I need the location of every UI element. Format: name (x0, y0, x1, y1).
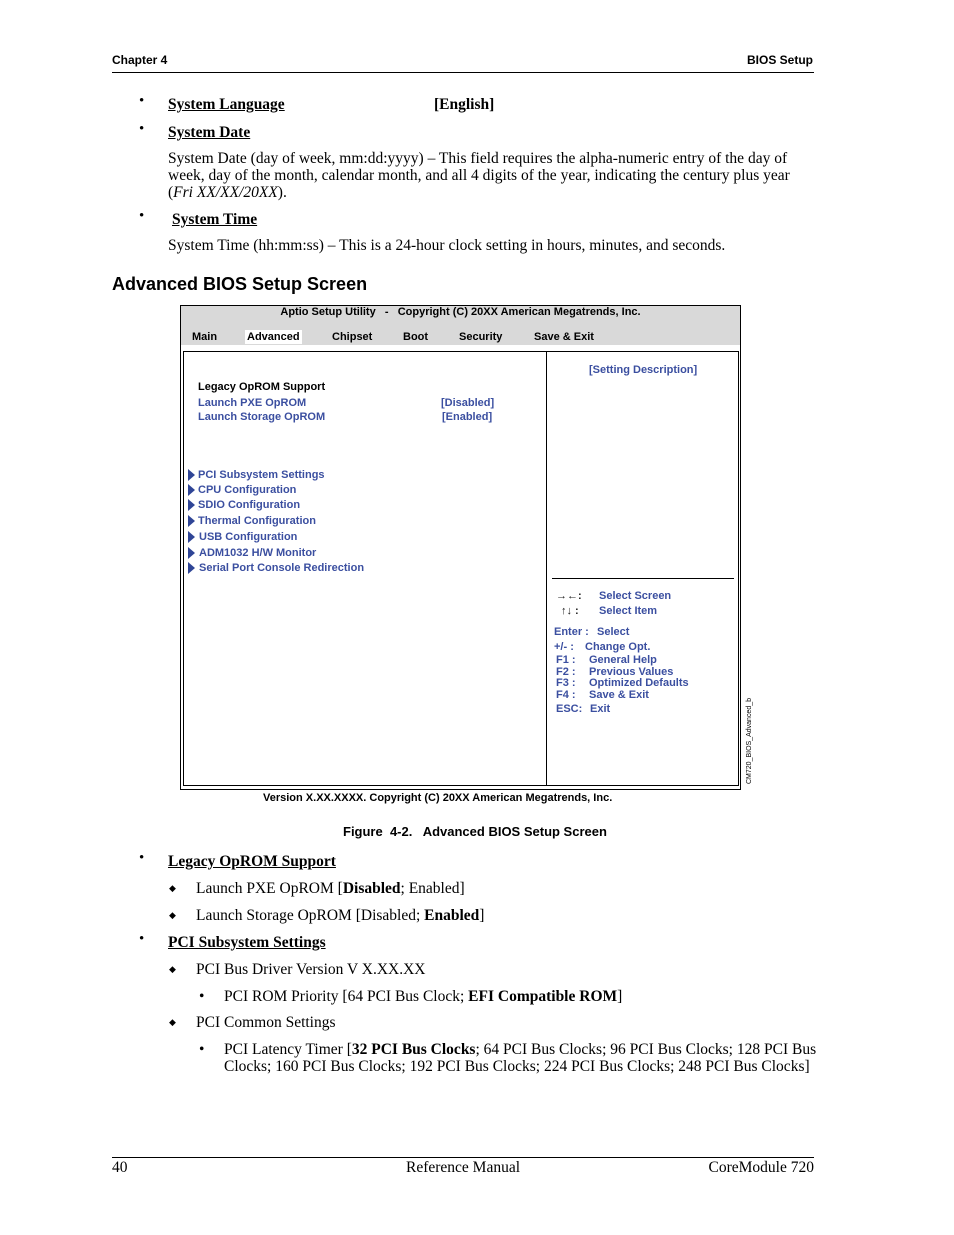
submenu-arrow-icon (188, 499, 195, 511)
pci-common-settings: PCI Common Settings (196, 1014, 336, 1031)
key-f1-action: General Help (589, 654, 657, 666)
tab-advanced[interactable]: Advanced (247, 331, 300, 343)
key-select-screen: Select Screen (599, 590, 672, 602)
key-f4-action: Save & Exit (589, 689, 649, 701)
submenu-arrow-icon (188, 515, 195, 527)
key-f2-action: Previous Values (589, 666, 674, 678)
launch-pxe-oprom-item: Launch PXE OpROM [Disabled; Enabled] (196, 880, 465, 897)
system-language-value: [English] (434, 96, 495, 113)
key-f3: F3 : (556, 677, 576, 689)
image-id-label: CM720_BIOS_Advanced_b (746, 698, 753, 784)
diamond-bullet-icon: ◆ (169, 884, 176, 894)
legacy-oprom-group-label: Legacy OpROM Support (198, 381, 326, 393)
footer-rule (112, 1157, 814, 1158)
pci-latency-timer-line2: Clocks; 160 PCI Bus Clocks; 192 PCI Bus Clocks; 224 PCI Bus Clocks; 248 PCI Bus Clocks] (224, 1058, 810, 1075)
launch-storage-oprom-item: Launch Storage OpROM [Disabled; Enabled] (196, 907, 485, 924)
pci-rom-priority: PCI ROM Priority [64 PCI Bus Clock; EFI Compatible ROM] (224, 988, 623, 1005)
key-plus-minus: +/- : (554, 641, 574, 653)
small-bullet-icon: • (199, 988, 205, 1005)
arrow-left-right-icon: →←: (556, 590, 582, 602)
tab-save-exit[interactable]: Save & Exit (534, 331, 594, 343)
bullet-icon: • (139, 208, 145, 224)
section-label: BIOS Setup (746, 53, 813, 67)
tab-chipset[interactable]: Chipset (332, 331, 373, 343)
bullet-icon: • (139, 931, 145, 947)
figure-caption: Figure 4-2. Advanced BIOS Setup Screen (343, 824, 607, 839)
tab-main[interactable]: Main (192, 331, 218, 343)
arrow-up-down-icon: ↑↓ : (561, 605, 579, 617)
bios-version: Version X.XX.XXXX. Copyright (C) 20XX American Megatrends, Inc. (263, 792, 613, 804)
footer-title: Reference Manual (406, 1159, 521, 1176)
submenu-adm1032-monitor[interactable]: ADM1032 H/W Monitor (199, 547, 317, 559)
small-bullet-icon: • (199, 1041, 205, 1058)
key-select-item: Select Item (599, 605, 658, 617)
diamond-bullet-icon: ◆ (169, 1018, 176, 1028)
launch-pxe-oprom-value[interactable]: [Disabled] (441, 397, 495, 409)
chapter-label: Chapter 4 (112, 53, 168, 67)
diamond-bullet-icon: ◆ (169, 965, 176, 975)
help-panel-rule (552, 578, 734, 579)
launch-pxe-oprom-option[interactable]: Launch PXE OpROM (198, 397, 307, 409)
legacy-oprom-heading: Legacy OpROM Support (168, 853, 336, 870)
key-esc-action: Exit (590, 703, 611, 715)
system-date-desc-line3: (Fri XX/XX/20XX). (168, 184, 287, 201)
key-f4: F4 : (556, 689, 576, 701)
submenu-cpu-configuration[interactable]: CPU Configuration (198, 484, 297, 496)
key-enter-action: Select (597, 626, 630, 638)
key-enter: Enter : (554, 626, 589, 638)
system-language-label: System Language (168, 96, 285, 113)
page-number: 40 (112, 1159, 128, 1176)
system-date-label: System Date (168, 124, 251, 141)
bios-panel-divider (546, 352, 547, 785)
diamond-bullet-icon: ◆ (169, 911, 176, 921)
key-f3-action: Optimized Defaults (589, 677, 689, 689)
submenu-arrow-icon (188, 484, 195, 496)
header-rule (112, 72, 814, 73)
section-heading: Advanced BIOS Setup Screen (112, 274, 368, 294)
system-time-label: System Time (172, 211, 258, 228)
launch-storage-oprom-value[interactable]: [Enabled] (442, 411, 493, 423)
bullet-icon: • (139, 93, 145, 109)
tab-security[interactable]: Security (459, 331, 503, 343)
key-f2: F2 : (556, 666, 576, 678)
pci-latency-timer-line1: PCI Latency Timer [32 PCI Bus Clocks; 64 PCI Bus Clocks; 96 PCI Bus Clocks; 128 PCI Bus (224, 1041, 817, 1058)
submenu-arrow-icon (188, 547, 195, 559)
system-time-desc: System Time (hh:mm:ss) – This is a 24-hour clock setting in hours, minutes, and seconds. (168, 237, 726, 254)
submenu-thermal-configuration[interactable]: Thermal Configuration (198, 515, 316, 527)
submenu-usb-configuration[interactable]: USB Configuration (199, 531, 298, 543)
submenu-arrow-icon (188, 562, 195, 574)
setting-description: [Setting Description] (589, 364, 698, 376)
submenu-serial-port-redirection[interactable]: Serial Port Console Redirection (199, 562, 365, 574)
key-plus-minus-action: Change Opt. (585, 641, 651, 653)
bullet-icon: • (139, 850, 145, 866)
system-date-desc-line1: System Date (day of week, mm:dd:yyyy) – This field requires the alpha-numeric entry of the day of (168, 150, 788, 167)
key-esc: ESC: (556, 703, 583, 715)
bullet-icon: • (139, 121, 145, 137)
pci-subsystem-heading: PCI Subsystem Settings (168, 934, 326, 951)
submenu-arrow-icon (188, 469, 195, 481)
submenu-sdio-configuration[interactable]: SDIO Configuration (198, 499, 301, 511)
system-date-desc-line2: week, day of the month, calendar month, and all 4 digits of the year, indicating the century plus year (168, 167, 790, 184)
pci-driver-version: PCI Bus Driver Version V X.XX.XX (196, 961, 426, 978)
tab-boot[interactable]: Boot (403, 331, 429, 343)
submenu-pci-subsystem[interactable]: PCI Subsystem Settings (198, 469, 325, 481)
key-f1: F1 : (556, 654, 576, 666)
launch-storage-oprom-option[interactable]: Launch Storage OpROM (198, 411, 326, 423)
bios-title: Aptio Setup Utility - Copyright (C) 20XX American Megatrends, Inc. (280, 306, 641, 318)
submenu-arrow-icon (188, 531, 195, 543)
footer-product: CoreModule 720 (708, 1159, 814, 1176)
